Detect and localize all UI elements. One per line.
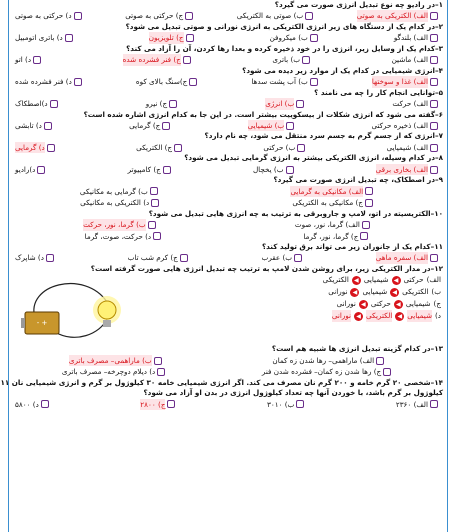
option-label: ب) آب پشت سدها	[251, 77, 308, 87]
checkbox-icon[interactable]	[296, 400, 304, 408]
option[interactable]	[15, 10, 85, 22]
options-row	[9, 120, 447, 132]
option-label: ب) میکروفن	[269, 33, 308, 43]
option[interactable]	[392, 54, 441, 66]
option[interactable]	[272, 355, 387, 367]
option[interactable]	[125, 10, 196, 22]
option[interactable]	[15, 252, 57, 264]
option-label: د)اصطکاک	[15, 99, 48, 109]
option-label: ب) ۳۰۱۰	[267, 399, 295, 409]
option[interactable]	[265, 98, 307, 110]
question-text: ۷–انرژی که از جسم گرم به جسم سرد منتقل می شود، چه نام دارد؟	[204, 131, 443, 141]
option[interactable]	[262, 366, 394, 378]
checkbox-icon[interactable]	[430, 78, 438, 86]
option[interactable]	[80, 197, 162, 209]
option[interactable]	[295, 219, 373, 231]
checkbox-icon[interactable]	[185, 12, 193, 20]
option-label: د) باتری اتومبیل	[15, 33, 63, 43]
checkbox-icon[interactable]	[162, 122, 170, 130]
option[interactable]	[251, 76, 320, 88]
option[interactable]	[303, 231, 371, 243]
checkbox-icon[interactable]	[153, 232, 161, 240]
option-label: د) حرکتی به صوتی	[15, 11, 72, 21]
options-row	[9, 10, 447, 22]
arrow-icon: ◀	[354, 312, 363, 321]
options-row	[9, 219, 447, 231]
checkbox-icon[interactable]	[430, 12, 438, 20]
option[interactable]	[15, 76, 85, 88]
option[interactable]	[248, 120, 298, 132]
option-label: الف) ماراهمی– رها شدن زه کمان	[272, 355, 375, 365]
option[interactable]	[253, 164, 297, 176]
checkbox-icon[interactable]	[430, 400, 438, 408]
option[interactable]	[136, 76, 200, 88]
checkbox-icon[interactable]	[430, 254, 438, 262]
option-label: ب) گرمایی به مکانیکی	[79, 186, 148, 196]
question-text: ۸–در کدام وسیله، انرژی الکتریکی بیشتر به انرژی گرمایی تبدیل می شود؟	[184, 153, 443, 163]
option-prefix: ب)	[431, 287, 441, 297]
option-label: الف) سفره ماهی	[375, 253, 428, 263]
option-label: د) الکتریکی به مکانیکی	[80, 198, 150, 208]
question-text-cont: کیلوژول بر گرم باشد، با خوردن آنها چه تعداد کیلوژول انرژی در بدن او آزاد می شود؟	[143, 388, 443, 398]
checkbox-icon[interactable]	[286, 166, 294, 174]
option-label: ج) کامپیوتر	[127, 164, 161, 174]
checkbox-icon[interactable]	[376, 357, 384, 365]
step-label: الکتریکی	[366, 311, 393, 321]
option-label: الف) مکانیکی به گرمایی	[290, 186, 364, 196]
step-label: الکتریکی	[402, 287, 429, 297]
checkbox-icon[interactable]	[74, 12, 82, 20]
checkbox-icon[interactable]	[46, 254, 54, 262]
checkbox-icon[interactable]	[44, 122, 52, 130]
options-row	[9, 186, 447, 198]
arrow-icon: ◀	[395, 312, 404, 321]
option-label: ج) مکانیکی به الکتریکی	[292, 198, 363, 208]
option-prefix: د)	[434, 311, 441, 321]
checkbox-icon[interactable]	[167, 400, 175, 408]
option-label: ج) رها شدن زه کمان– فشرده شدن فنر	[261, 367, 382, 377]
checkbox-icon[interactable]	[430, 100, 438, 108]
option[interactable]	[396, 399, 441, 411]
checkbox-icon[interactable]	[189, 78, 197, 86]
checkbox-icon[interactable]	[186, 34, 194, 42]
arrow-icon: ◀	[390, 288, 399, 297]
option-label: الف) الکتریکی به صوتی	[356, 11, 428, 21]
checkbox-icon[interactable]	[302, 56, 310, 64]
step-label: شیمیایی	[407, 311, 432, 321]
checkbox-icon[interactable]	[294, 254, 302, 262]
option-label: د) ۵۸۰۰	[15, 399, 39, 409]
options-row	[9, 142, 447, 154]
step-label: حرکتی	[403, 275, 424, 285]
option-label: ب) گرما، نور، حرکت	[83, 220, 146, 230]
checkbox-icon[interactable]	[383, 368, 391, 376]
option[interactable]	[263, 142, 308, 154]
options-row	[9, 32, 447, 44]
option-label: ب) باتری	[272, 55, 301, 65]
circuit-illustration	[15, 274, 125, 344]
option-prefix: ج)	[433, 299, 441, 309]
checkbox-icon[interactable]	[50, 100, 58, 108]
option-label: الف) ماشین	[391, 55, 428, 65]
checkbox-icon[interactable]	[362, 221, 370, 229]
option-label: ج) حرکتی به صوتی	[125, 11, 184, 21]
step-label: نورانی	[331, 311, 352, 321]
step-label: الکتریکی	[322, 275, 349, 285]
checkbox-icon[interactable]	[65, 34, 73, 42]
options-row	[9, 54, 447, 66]
question-text: ۱۴–شخصی ۲۰ گرم خامه و ۲۰۰ گرم نان مصرف می کند. اگر انرژی شیمیایی خامه ۳۰ کیلوژول بر گرم و انرژی شیمیایی نان ۱۱	[0, 377, 443, 387]
option-label: ب) ماراهمی– مصرف باتری	[68, 355, 152, 365]
question-text: ۱–در رادیو چه نوع تبدیل انرژی صورت می گیرد؟	[274, 0, 443, 9]
option-label: ج)سنگ بالای کوه	[135, 77, 188, 87]
option-label: ب) صوتی به الکتریکی	[236, 11, 304, 21]
option[interactable]	[15, 120, 55, 132]
option-label: الف) ذخیره حرکتی	[371, 120, 428, 130]
option-label: د) فنر فشرده شده	[15, 77, 72, 87]
options-row	[9, 366, 447, 378]
step-label: نورانی	[336, 299, 356, 309]
checkbox-icon[interactable]	[430, 166, 438, 174]
option-label: د) حرکت، صوت، گرما	[84, 231, 152, 241]
option-label: ج) تلویزیون	[148, 33, 184, 43]
step-label: شیمیایی	[363, 275, 389, 285]
checkbox-icon[interactable]	[430, 56, 438, 64]
option[interactable]	[125, 298, 441, 310]
checkbox-icon[interactable]	[365, 199, 373, 207]
option-label: ب) انرژی	[265, 99, 295, 109]
checkbox-icon[interactable]	[365, 187, 373, 195]
options-row	[9, 399, 447, 411]
checkbox-icon[interactable]	[151, 199, 159, 207]
option[interactable]	[267, 399, 307, 411]
options-row	[9, 231, 447, 243]
checkbox-icon[interactable]	[297, 144, 305, 152]
option-label: الف) غذا و سوختها	[371, 77, 428, 87]
option[interactable]	[237, 10, 316, 22]
arrow-icon: ◀	[359, 300, 368, 309]
option-label: ب) حرکتی	[263, 142, 296, 152]
question-text: ۱۳–در کدام گزینه تبدیل انرژی ها شبیه هم است؟	[271, 344, 443, 354]
step-label: شیمیایی	[362, 287, 388, 297]
option-label: ج) کرم شب تاب	[127, 253, 178, 263]
option-label: ج) گرما، نور، گرما	[303, 231, 359, 241]
checkbox-icon[interactable]	[183, 56, 191, 64]
options-row	[9, 76, 447, 88]
option[interactable]	[129, 120, 173, 132]
options-row	[9, 197, 447, 209]
option-label: الف) شیمیایی	[386, 142, 428, 152]
option-label: د) اتو	[15, 55, 32, 65]
checkbox-icon[interactable]	[157, 368, 165, 376]
question-text: ۲–در کدام یک از دستگاه های زیر انرژی الکتریکی به انرژی نورانی و صوتی تبدیل می شود؟	[125, 21, 443, 31]
option[interactable]	[387, 142, 441, 154]
option[interactable]	[270, 32, 321, 44]
question-text: ۱۰–الکتریسیته در اتو، لامپ و جاروبرقی به ترتیب به چه انرژی هایی تبدیل می شود؟	[148, 208, 443, 218]
q12-block	[9, 274, 447, 344]
option[interactable]	[149, 32, 197, 44]
option[interactable]	[128, 252, 191, 264]
checkbox-icon[interactable]	[150, 187, 158, 195]
arrow-icon: ◀	[350, 288, 359, 297]
option-prefix: الف)	[426, 275, 441, 285]
option-label: ج) نیرو	[145, 99, 168, 109]
option-label: ج) الکتریکی	[136, 142, 173, 152]
checkbox-icon[interactable]	[430, 34, 438, 42]
option[interactable]	[85, 231, 164, 243]
checkbox-icon[interactable]	[305, 12, 313, 20]
question-text: ۱۲–در مدار الکتریکی زیر، برای روشن شدن لامپ به ترتیب چه تبدیل انرژی هایی صورت گرفته است؟	[90, 263, 443, 273]
option[interactable]	[83, 219, 159, 231]
question-text: ۵–توانایی انجام کار را چه می نامند ؟	[314, 87, 443, 97]
option[interactable]	[136, 142, 185, 154]
checkbox-icon[interactable]	[296, 100, 304, 108]
option[interactable]	[262, 252, 306, 264]
checkbox-icon[interactable]	[163, 166, 171, 174]
svg-text:+ -: + -	[36, 319, 48, 328]
step-label: حرکتی	[370, 299, 391, 309]
checkbox-icon[interactable]	[360, 232, 368, 240]
option[interactable]	[372, 76, 441, 88]
option[interactable]	[15, 54, 44, 66]
option-label: د)رادیو	[15, 164, 36, 174]
option[interactable]	[371, 120, 441, 132]
checkbox-icon[interactable]	[37, 166, 45, 174]
question-text: ۱۱–کدام یک از جانوران زیر می تواند برق تولید کند؟	[261, 242, 443, 252]
option[interactable]	[392, 98, 441, 110]
arrow-icon: ◀	[352, 276, 361, 285]
option-label: ب) شیمیایی	[247, 120, 285, 130]
option-label: د) شاپرک	[15, 253, 44, 263]
step-label: شیمیایی	[405, 299, 431, 309]
option[interactable]	[15, 399, 52, 411]
option-label: الف) بخاری برقی	[375, 164, 428, 174]
option-label: ب) عقرب	[261, 253, 293, 263]
options-row	[9, 98, 447, 110]
option[interactable]	[128, 164, 174, 176]
checkbox-icon[interactable]	[41, 400, 49, 408]
arrow-icon: ◀	[394, 300, 403, 309]
option-label: د) گرمایی	[15, 142, 45, 152]
option[interactable]	[125, 274, 441, 286]
checkbox-icon[interactable]	[430, 122, 438, 130]
option-label: د) تابشی	[15, 120, 42, 130]
option-label: ج) گرمایی	[129, 120, 161, 130]
option[interactable]	[394, 32, 441, 44]
option[interactable]	[376, 164, 441, 176]
option-label: الف) بلندگو	[393, 33, 428, 43]
option[interactable]	[15, 164, 48, 176]
option-label: د) دیلام دوچرخه– مصرف باتری	[61, 367, 156, 377]
q12-options	[125, 274, 441, 344]
checkbox-icon[interactable]	[148, 221, 156, 229]
step-label: نورانی	[328, 287, 348, 297]
option-label: الف) حرکت	[392, 99, 428, 109]
option[interactable]	[292, 197, 376, 209]
question-text: ۴–انرژی شیمیایی در کدام یک از موارد زیر دیده می شود؟	[242, 65, 443, 75]
option-label: الف) ۲۳۶۰	[395, 399, 428, 409]
checkbox-icon[interactable]	[169, 100, 177, 108]
checkbox-icon[interactable]	[74, 78, 82, 86]
checkbox-icon[interactable]	[154, 357, 162, 365]
checkbox-icon[interactable]	[33, 56, 41, 64]
option[interactable]	[290, 186, 376, 198]
checkbox-icon[interactable]	[310, 34, 318, 42]
options-row	[9, 355, 447, 367]
option[interactable]	[15, 142, 58, 154]
option[interactable]	[123, 54, 194, 66]
option-label: ب) یخچال	[252, 164, 284, 174]
option[interactable]	[125, 286, 441, 298]
checkbox-icon[interactable]	[180, 254, 188, 262]
options-row	[9, 164, 447, 176]
checkbox-icon[interactable]	[286, 122, 294, 130]
option[interactable]	[15, 98, 61, 110]
question-text: ۹–در اصطکاک، چه تبدیل انرژی صورت می گیرد؟	[273, 175, 443, 185]
option[interactable]	[357, 10, 441, 22]
option[interactable]	[62, 366, 168, 378]
option-label: الف) گرما، نور، صوت	[294, 220, 360, 230]
checkbox-icon[interactable]	[430, 144, 438, 152]
option-label: ج) ۲۸۰۰	[140, 399, 166, 409]
question-text: ۶–گفته می شود که انرژی شکلات از بیسکوییت بیشتر است. در این جا به کدام انرژی اشاره شده است؟	[83, 109, 443, 119]
option[interactable]	[125, 310, 441, 322]
option[interactable]	[140, 399, 178, 411]
options-row	[9, 252, 447, 264]
option[interactable]	[15, 32, 76, 44]
option[interactable]	[146, 98, 180, 110]
checkbox-icon[interactable]	[310, 78, 318, 86]
option[interactable]	[376, 252, 441, 264]
option[interactable]	[69, 355, 165, 367]
option[interactable]	[80, 186, 161, 198]
question-text: ۳–کدام یک از وسایل زیر، انرژی را در خود ذخیره کرده و بعدا رها کردن، آن را آزاد می کند؟	[126, 43, 443, 53]
checkbox-icon[interactable]	[47, 144, 55, 152]
option-label: ج) فنر فشرده شده	[122, 55, 181, 65]
checkbox-icon[interactable]	[174, 144, 182, 152]
option[interactable]	[272, 54, 313, 66]
arrow-icon: ◀	[392, 276, 401, 285]
